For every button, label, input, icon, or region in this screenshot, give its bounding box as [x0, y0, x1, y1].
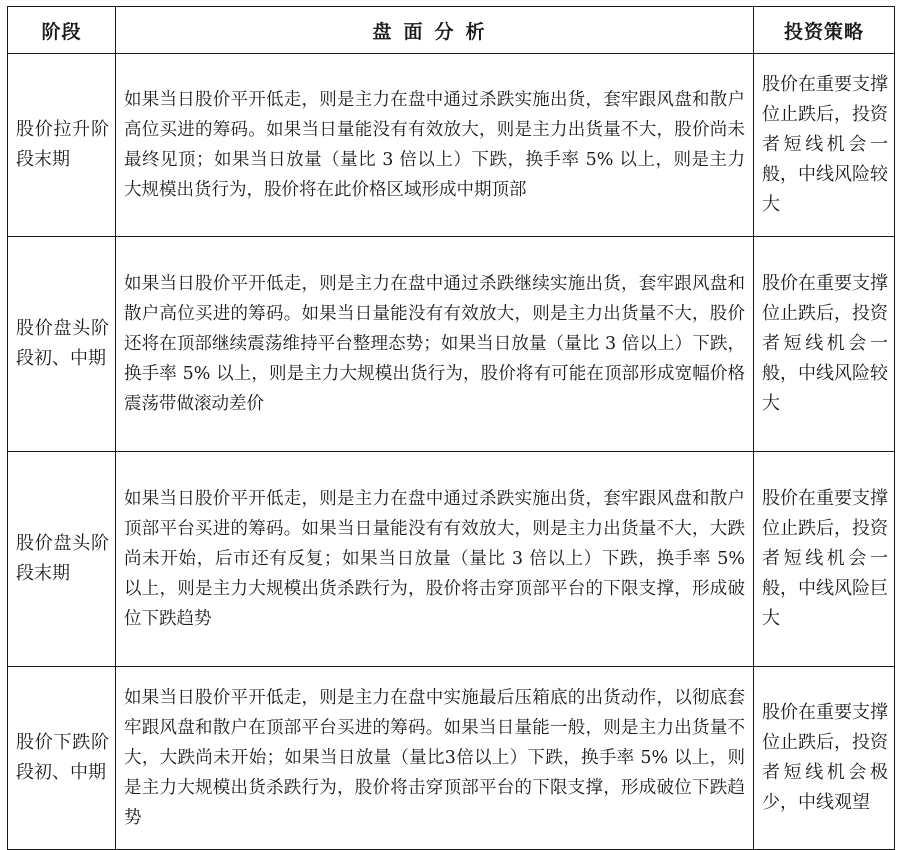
table-row — [8, 452, 895, 667]
stage-cell: 股价下跌阶段初、中期 — [8, 667, 116, 850]
header-stage: 阶段 — [8, 7, 116, 54]
analysis-cell: 如果当日股价平开低走，则是主力在盘中通过杀跌实施出货，套牢跟风盘和散户高位买进的筹码。如果当日量能没有有效放大，则是主力出货量不大，股价尚未最终见顶；如果当日放量（量比 3 倍以上）下跌，换手率 5% 以上，则是主力大规模出货行为，股价将在此价格区域形成中期顶部 — [116, 54, 754, 237]
analysis-cell: 如果当日股价平开低走，则是主力在盘中通过杀跌实施出货，套牢跟风盘和散户顶部平台买进的筹码。如果当日量能没有有效放大，则是主力出货量不大，大跌尚未开始，后市还有反复；如果当日放量（量比 3 倍以上）下跌，换手率 5% 以上，则是主力大规模出货杀跌行为，股价将击穿顶部平台的下限支撑，形成破位下跌趋势 — [116, 452, 754, 667]
stage-cell: 股价盘头阶段末期 — [8, 452, 116, 667]
header-strategy: 投资策略 — [754, 7, 895, 54]
document-page — [7, 6, 894, 850]
stage-cell: 股价拉升阶段末期 — [8, 54, 116, 237]
strategy-cell: 股价在重要支撑位止跌后，投资者短线机会极少，中线观望 — [754, 667, 895, 850]
strategy-table — [7, 6, 895, 850]
analysis-cell: 如果当日股价平开低走，则是主力在盘中通过杀跌继续实施出货，套牢跟风盘和散户高位买进的筹码。如果当日量能没有有效放大，则是主力出货量不大，股价还将在顶部继续震荡维持平台整理态势；如果当日放量（量比 3 倍以上）下跌，换手率 5% 以上，则是主力大规模出货行为，股价将有可能在顶部形成宽幅价格震荡带做滚动差价 — [116, 237, 754, 452]
strategy-cell: 股价在重要支撑位止跌后，投资者短线机会一般，中线风险巨大 — [754, 452, 895, 667]
header-analysis: 盘面分析 — [116, 7, 754, 54]
header-row — [8, 7, 895, 54]
strategy-cell: 股价在重要支撑位止跌后，投资者短线机会一般，中线风险较大 — [754, 237, 895, 452]
table-body — [8, 54, 895, 850]
table-row — [8, 237, 895, 452]
table-header — [8, 7, 895, 54]
table-row — [8, 54, 895, 237]
analysis-cell: 如果当日股价平开低走，则是主力在盘中实施最后压箱底的出货动作，以彻底套牢跟风盘和散户在顶部平台买进的筹码。如果当日量能一般，则是主力出货量不大，大跌尚未开始；如果当日放量（量比3倍以上）下跌，换手率 5% 以上，则是主力大规模出货杀跌行为，股价将击穿顶部平台的下限支撑，形成破位下跌趋势 — [116, 667, 754, 850]
strategy-cell: 股价在重要支撑位止跌后，投资者短线机会一般，中线风险较大 — [754, 54, 895, 237]
table-row — [8, 667, 895, 850]
stage-cell: 股价盘头阶段初、中期 — [8, 237, 116, 452]
